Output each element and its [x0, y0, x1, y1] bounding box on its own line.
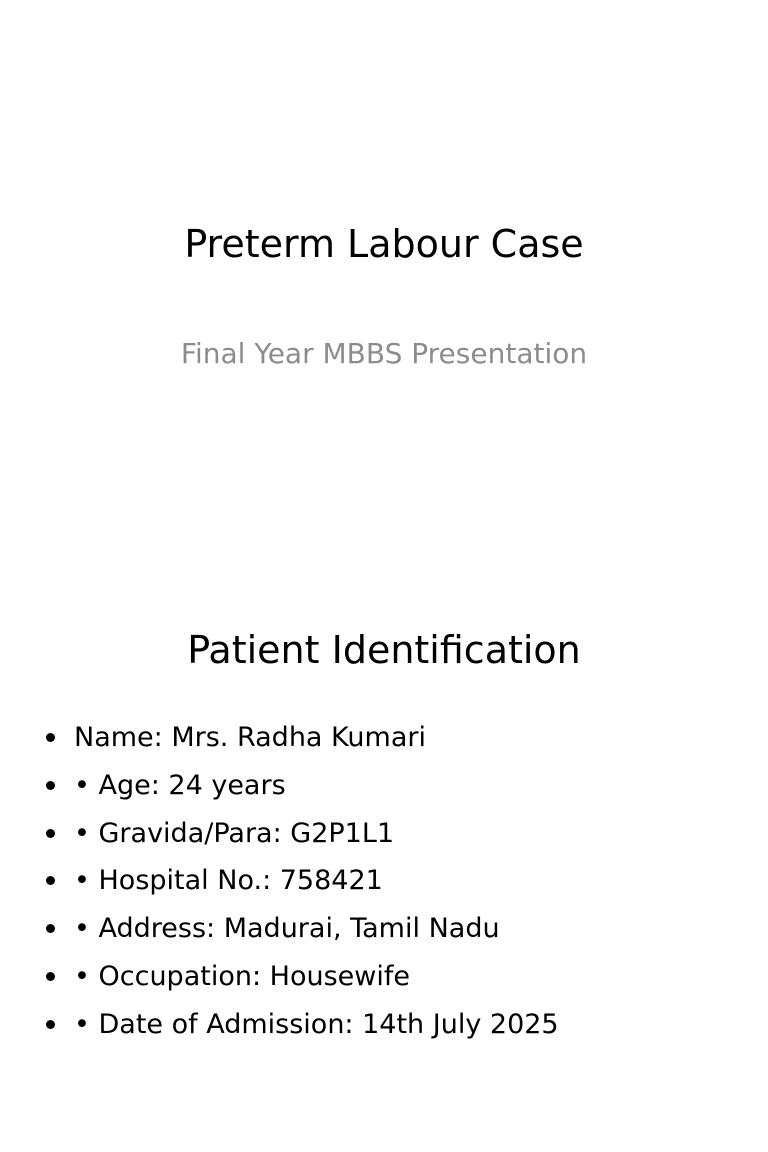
list-item-text: • Age: 24 years — [74, 769, 286, 801]
bullet-icon — [46, 1020, 55, 1029]
slide-title: Patient Identification — [187, 628, 581, 672]
list-item — [40, 1001, 559, 1049]
list-item-text: • Occupation: Housewife — [74, 960, 410, 992]
list-item-text: • Address: Madurai, Tamil Nadu — [74, 913, 500, 945]
list-item — [40, 714, 559, 762]
bullet-icon — [46, 924, 55, 933]
list-item — [40, 810, 559, 858]
patient-identification-slide — [0, 576, 768, 1152]
list-item-text: • Gravida/Para: G2P1L1 — [74, 817, 395, 849]
list-item — [40, 905, 559, 953]
bullet-list — [40, 714, 559, 1049]
list-item — [40, 953, 559, 1001]
list-item-text: Name: Mrs. Radha Kumari — [74, 722, 426, 753]
bullet-icon — [46, 781, 55, 790]
bullet-icon — [46, 829, 55, 838]
slide-title: Preterm Labour Case — [184, 222, 584, 266]
bullet-icon — [46, 733, 55, 742]
list-item — [40, 762, 559, 810]
bullet-icon — [46, 876, 55, 885]
list-item-text: • Date of Admission: 14th July 2025 — [74, 1008, 559, 1040]
list-item-text: • Hospital No.: 758421 — [74, 865, 383, 897]
slide-subtitle: Final Year MBBS Presentation — [180, 337, 588, 370]
bullet-icon — [46, 972, 55, 981]
list-item — [40, 857, 559, 905]
